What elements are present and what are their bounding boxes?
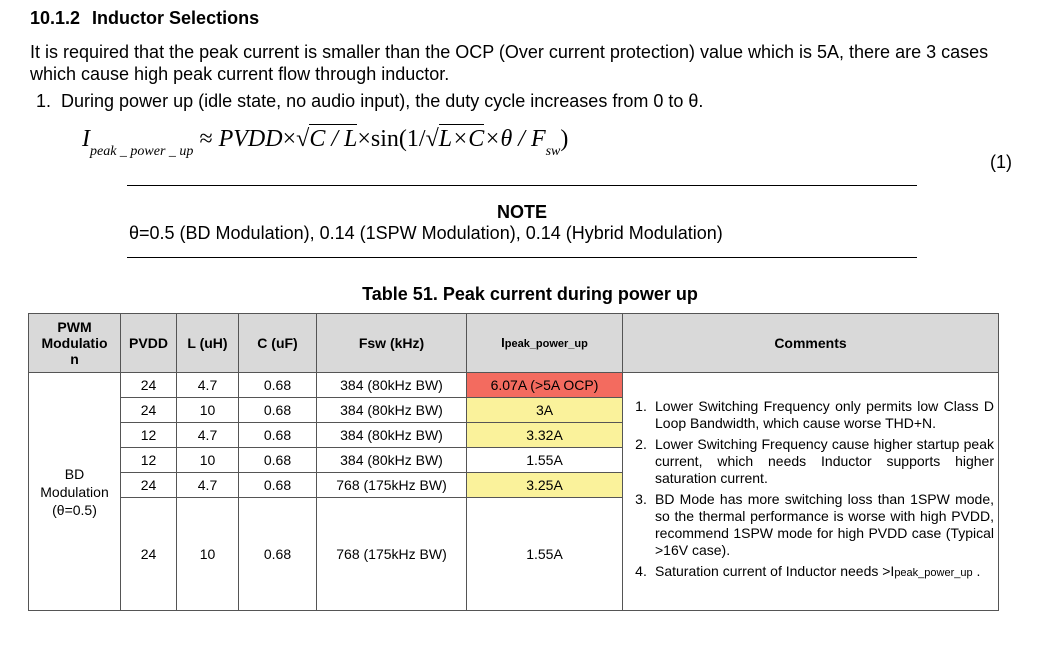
- header-ipeak: [467, 314, 623, 373]
- formula-times: ×: [282, 126, 297, 152]
- cell-pvdd: 12: [121, 448, 177, 473]
- formula-lhs: I: [82, 126, 90, 152]
- formula-theta-part: ×θ / F: [484, 126, 546, 152]
- cell-ipeak: 1.55A: [467, 498, 623, 611]
- cell-fsw: 384 (80kHz BW): [317, 373, 467, 398]
- formula-c-over-l: C / L: [309, 126, 358, 152]
- formula-sin: sin(1/: [370, 126, 426, 152]
- cell-fsw: 768 (175kHz BW): [317, 473, 467, 498]
- comment-number: 2.: [635, 435, 647, 452]
- header-pwm-modulation: [29, 314, 121, 373]
- cell-ipeak: 1.55A: [467, 448, 623, 473]
- header-pwm-line1: PWM: [57, 319, 92, 335]
- header-fsw: Fsw (kHz): [317, 314, 467, 373]
- equation-number: (1): [990, 152, 1012, 172]
- formula-approx: ≈: [199, 126, 213, 152]
- formula-pvdd: PVDD: [218, 126, 283, 152]
- header-ipeak-main: I: [501, 335, 505, 350]
- peak-current-formula: [82, 126, 568, 160]
- cell-l: 4.7: [177, 373, 239, 398]
- peak-current-table: [28, 313, 999, 611]
- modulation-line3: (θ=0.5): [52, 501, 97, 518]
- comment-item: [627, 563, 994, 582]
- cell-fsw: 384 (80kHz BW): [317, 398, 467, 423]
- cell-pvdd: 24: [121, 498, 177, 611]
- comment-text: Saturation current of Inductor needs >I: [655, 562, 895, 579]
- cell-c: 0.68: [239, 373, 317, 398]
- comment-text: Lower Switching Frequency only permits low Class D Loop Bandwidth, which cause worse THD+N.: [655, 397, 994, 431]
- list-item-text: During power up (idle state, no audio input), the duty cycle increases from 0 to θ.: [61, 91, 704, 111]
- cell-pvdd: 12: [121, 423, 177, 448]
- formula-close: ): [560, 126, 569, 152]
- note-top-rule: [127, 185, 917, 186]
- cell-c: 0.68: [239, 498, 317, 611]
- cell-c: 0.68: [239, 423, 317, 448]
- table-header-row: [29, 314, 999, 373]
- comment-number: 1.: [635, 397, 647, 414]
- cell-ipeak: 3A: [467, 398, 623, 423]
- cell-pvdd: 24: [121, 373, 177, 398]
- comment-text: Lower Switching Frequency cause higher startup peak current, which needs Inductor supports higher saturation current.: [655, 435, 994, 486]
- cell-l: 4.7: [177, 423, 239, 448]
- note-title: NOTE: [496, 202, 547, 222]
- cell-c: 0.68: [239, 473, 317, 498]
- cell-ipeak: 3.25A: [467, 473, 623, 498]
- cell-pvdd: 24: [121, 473, 177, 498]
- section-heading: [30, 8, 259, 29]
- header-ipeak-sub: peak_power_up: [504, 338, 588, 350]
- note-text: θ=0.5 (BD Modulation), 0.14 (1SPW Modulation), 0.14 (Hybrid Modulation): [129, 223, 723, 243]
- comment-item: [627, 436, 994, 487]
- header-comments: Comments: [623, 314, 999, 373]
- header-pwm-line3: n: [70, 351, 79, 367]
- comment-text-end: .: [972, 562, 981, 579]
- formula-times-2: ×: [357, 126, 371, 152]
- formula-sqrt-icon-2: √: [425, 126, 439, 152]
- note-bottom-rule: [127, 257, 917, 258]
- table-caption: Table 51. Peak current during power up: [362, 284, 698, 304]
- formula-fsw-subscript: sw: [545, 144, 561, 159]
- modulation-line1: BD: [64, 465, 85, 482]
- cell-fsw: 768 (175kHz BW): [317, 498, 467, 611]
- cell-l: 4.7: [177, 473, 239, 498]
- comment-item: [627, 398, 994, 432]
- table-row: [29, 373, 999, 398]
- cell-l: 10: [177, 498, 239, 611]
- comments-cell: [623, 373, 999, 611]
- comment-text-sub: peak_power_up: [894, 566, 973, 579]
- cell-ipeak: 3.32A: [467, 423, 623, 448]
- header-c: C (uF): [239, 314, 317, 373]
- cell-l: 10: [177, 448, 239, 473]
- modulation-line2: Modulation: [40, 483, 109, 500]
- cell-l: 10: [177, 398, 239, 423]
- cell-c: 0.68: [239, 398, 317, 423]
- formula-l-times-c: L×C: [438, 126, 485, 152]
- formula-lhs-subscript: peak _ power _ up: [90, 144, 194, 159]
- list-item-number: 1.: [36, 91, 52, 111]
- cell-ipeak: 6.07A (>5A OCP): [467, 373, 623, 398]
- list-item: [36, 90, 703, 112]
- comment-text: BD Mode has more switching loss than 1SPW mode, so the thermal performance is worse with high PVDD, recommend 1SPW mode for high PVDD case (Typical >16V case).: [655, 490, 994, 558]
- cell-fsw: 384 (80kHz BW): [317, 423, 467, 448]
- header-l: L (uH): [177, 314, 239, 373]
- comment-item: [627, 491, 994, 559]
- header-pwm-line2: Modulatio: [41, 335, 108, 351]
- formula-sqrt-icon: √: [296, 126, 310, 152]
- modulation-cell: [29, 373, 121, 611]
- cell-c: 0.68: [239, 448, 317, 473]
- comment-number: 3.: [635, 490, 647, 507]
- section-number: 10.1.2: [30, 8, 81, 28]
- cell-fsw: 384 (80kHz BW): [317, 448, 467, 473]
- cell-pvdd: 24: [121, 398, 177, 423]
- comment-number: 4.: [635, 562, 647, 579]
- header-pvdd: PVDD: [121, 314, 177, 373]
- intro-paragraph: It is required that the peak current is smaller than the OCP (Over current protection) value which is 5A, there are 3 cases which cause high peak current flow through inductor.: [30, 42, 989, 84]
- section-title: Inductor Selections: [92, 8, 260, 28]
